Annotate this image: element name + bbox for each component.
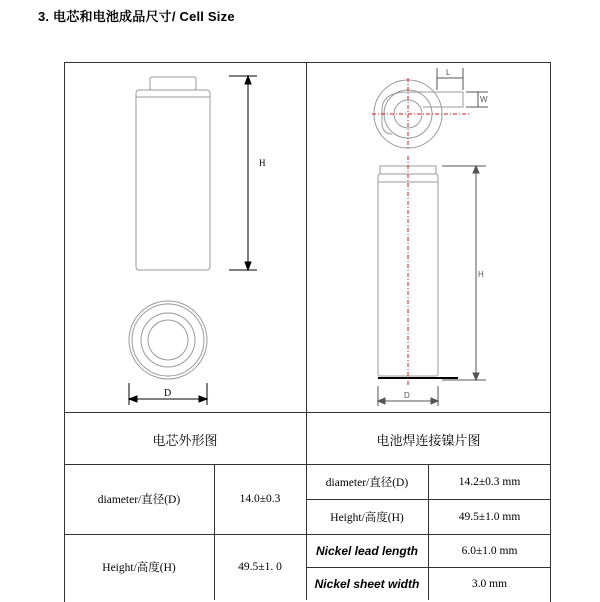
nickel-lead-length-label: Nickel lead length	[315, 543, 419, 558]
nickel-sheet-width-value: 3.0 mm	[471, 577, 508, 590]
right-height-value: 49.5±1.0 mm	[458, 510, 521, 523]
tab-length-label: L	[446, 68, 451, 77]
cell-side-view	[136, 77, 210, 270]
right-diameter-label: diameter/直径(D)	[325, 476, 409, 489]
height-dimension	[229, 76, 257, 270]
nickel-lead-length-value: 6.0±1.0 mm	[461, 544, 518, 557]
cell-top-view	[129, 301, 207, 379]
left-diameter-label: diameter/直径(D)	[97, 494, 181, 506]
tab-centerline	[372, 78, 470, 150]
welded-diameter-label: D	[404, 391, 410, 400]
right-height-label: Height/高度(H)	[330, 511, 404, 524]
cell-drawing-caption: 电芯外形图	[152, 433, 218, 448]
tab-width-label: W	[480, 95, 488, 104]
height-label: H	[259, 158, 266, 168]
diameter-label: D	[164, 388, 172, 399]
left-height-value: 49.5±1. 0	[238, 561, 282, 573]
section-heading: 3. 电芯和电池成品尺寸/ Cell Size	[38, 9, 235, 24]
left-height-label: Height/高度(H)	[102, 562, 176, 574]
left-diameter-value: 14.0±0.3	[239, 493, 281, 505]
welded-drawing-caption: 电池焊连接镍片图	[376, 433, 481, 448]
welded-height-label: H	[478, 270, 484, 279]
right-diameter-value: 14.2±0.3 mm	[458, 475, 521, 488]
nickel-sheet-width-label: Nickel sheet width	[314, 576, 420, 591]
